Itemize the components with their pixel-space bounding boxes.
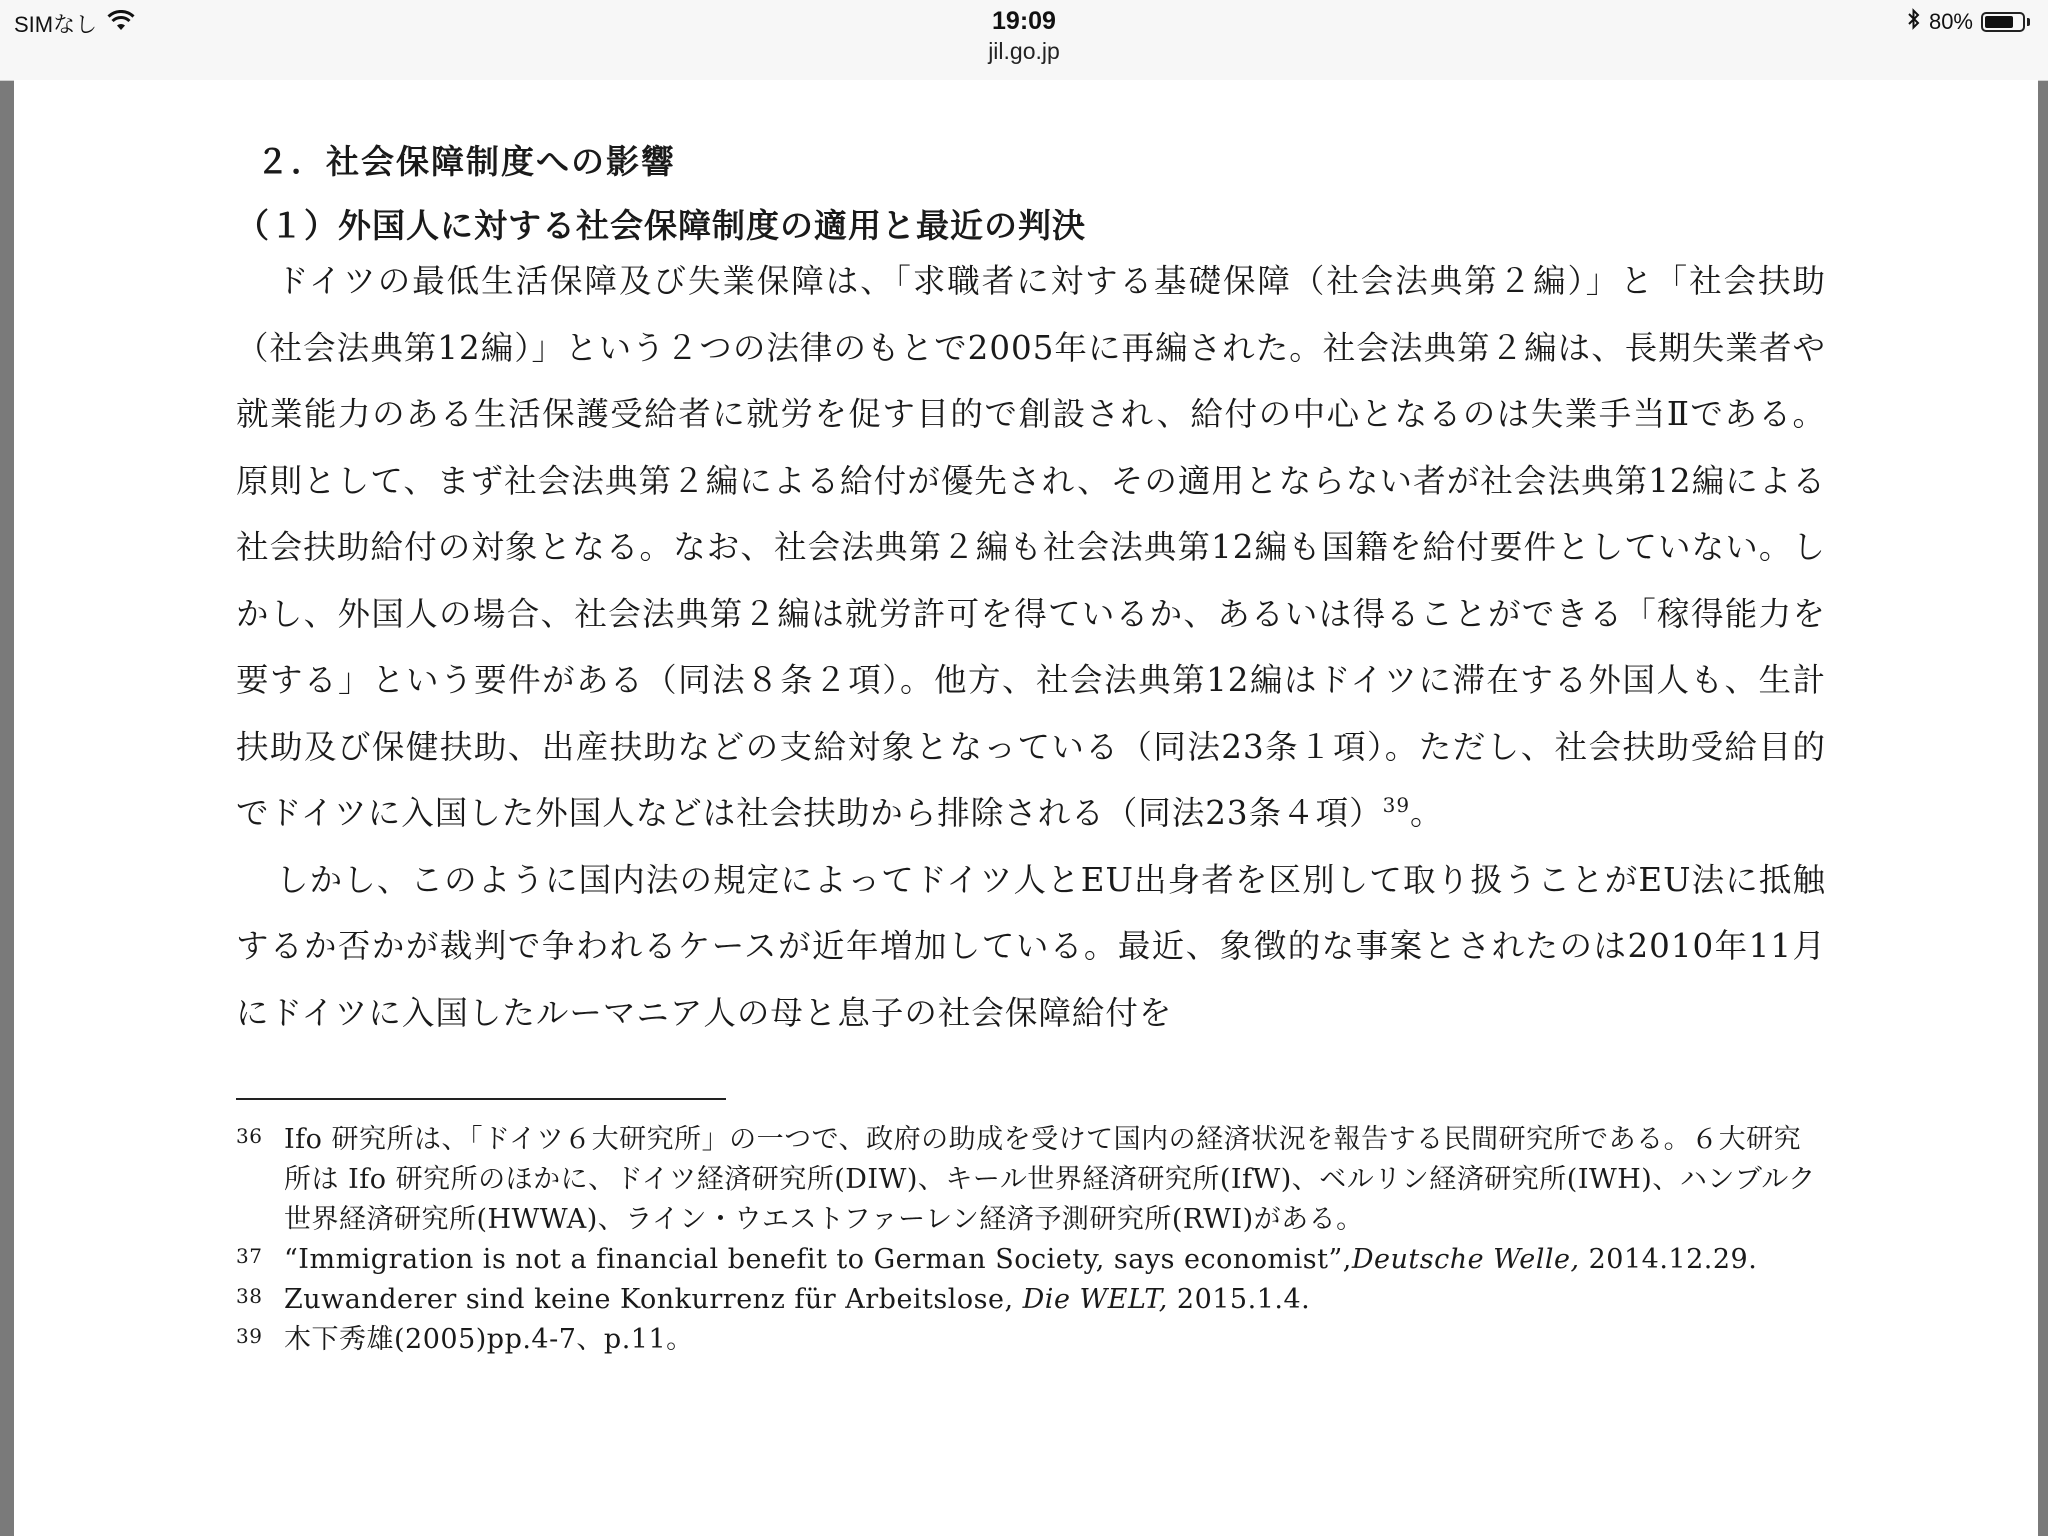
bluetooth-icon — [1907, 8, 1921, 36]
footnote-date: 2015.1.4. — [1167, 1284, 1311, 1315]
status-right — [1907, 8, 2030, 36]
footnote-number: 38 — [236, 1284, 263, 1308]
status-bar — [0, 0, 2048, 81]
status-center — [0, 6, 2048, 66]
battery-icon — [1981, 12, 2025, 32]
footnote-text: Ifo 研究所は、「ドイツ６大研究所」の一つで、政府の助成を受けて国内の経済状況を報告する民間研究所である。６大研究所は Ifo 研究所のほかに、ドイツ経済研究所(DIW)、キール世界経済研究所(IfW)、ベルリン経済研究所(IWH)、ハンブルク世界経済研究所(HWWA)、ライン・ウエストファーレン経済予測研究所(RWI)がある。 — [284, 1124, 1816, 1235]
footnote-ref-39[interactable]: 39 — [1382, 793, 1411, 818]
footnote-38 — [236, 1280, 1826, 1320]
paragraph-2 — [236, 847, 1826, 1047]
paragraph-1 — [236, 248, 1826, 847]
footnote-36 — [236, 1120, 1826, 1240]
footnote-date: 2014.12.29. — [1579, 1244, 1758, 1275]
document-body — [236, 140, 1826, 1360]
paragraph-2-text: しかし、このように国内法の規定によってドイツ人とEU出身者を区別して取り扱うことがEU法に抵触するか否かが裁判で争われるケースが近年増加している。最近、象徴的な事案とされたのは2010年11月にドイツに入国したルーマニア人の母と息子の社会保障給付を — [236, 860, 1826, 1032]
paragraph-1-text: ドイツの最低生活保障及び失業保障は、「求職者に対する基礎保障（社会法典第２編）」と「社会扶助（社会法典第12編）」という２つの法律のもとで2005年に再編された。社会法典第２編は、長期失業者や就業能力のある生活保護受給者に就労を促す目的で創設され、給付の中心となるのは失業手当Ⅱである。原則として、まず社会法典第２編による給付が優先され、その適用とならない者が社会法典第12編による社会扶助給付の対象となる。なお、社会法典第２編も社会法典第12編も国籍を給付要件としていない。しかし、外国人の場合、社会法典第２編は就労許可を得ているか、あるいは得ることができる「稼得能力を要する」という要件がある（同法８条２項）。他方、社会法典第12編はドイツに滞在する外国人も、生計扶助及び保健扶助、出産扶助などの支給対象となっている（同法23条１項）。ただし、社会扶助受給目的でドイツに入国した外国人などは社会扶助から排除される（同法23条４項） — [236, 262, 1826, 832]
clock: 19:09 — [992, 7, 1056, 35]
battery-tip — [2027, 18, 2030, 26]
carrier-label: SIMなし — [14, 12, 98, 37]
footnote-37 — [236, 1240, 1826, 1280]
footnote-source-title: Die WELT, — [1022, 1284, 1168, 1315]
section-heading: ２．社会保障制度への影響 — [256, 142, 676, 181]
footnote-divider — [236, 1098, 726, 1100]
footnote-number: 37 — [236, 1244, 263, 1268]
footnote-number: 39 — [236, 1324, 263, 1348]
battery-percent: 80% — [1928, 9, 1973, 34]
subsection-heading: （１）外国人に対する社会保障制度の適用と最近の判決 — [236, 206, 1086, 245]
footnote-number: 36 — [236, 1124, 263, 1148]
footnote-source-title: Deutsche Welle, — [1351, 1244, 1580, 1275]
url-label[interactable]: jil.go.jp — [988, 38, 1060, 64]
footnote-text: Zuwanderer sind keine Konkurrenz für Arbeitslose, — [284, 1284, 1023, 1315]
footnote-39 — [236, 1320, 1826, 1360]
document-page[interactable] — [14, 80, 2038, 1536]
paragraph-1-end: 。 — [1410, 794, 1444, 832]
footnote-text: 木下秀雄(2005)pp.4-7、p.11。 — [284, 1324, 694, 1355]
footnote-text: “Immigration is not a financial benefit to German Society, says economist”, — [284, 1244, 1352, 1275]
battery-level-fill — [1985, 16, 2013, 28]
